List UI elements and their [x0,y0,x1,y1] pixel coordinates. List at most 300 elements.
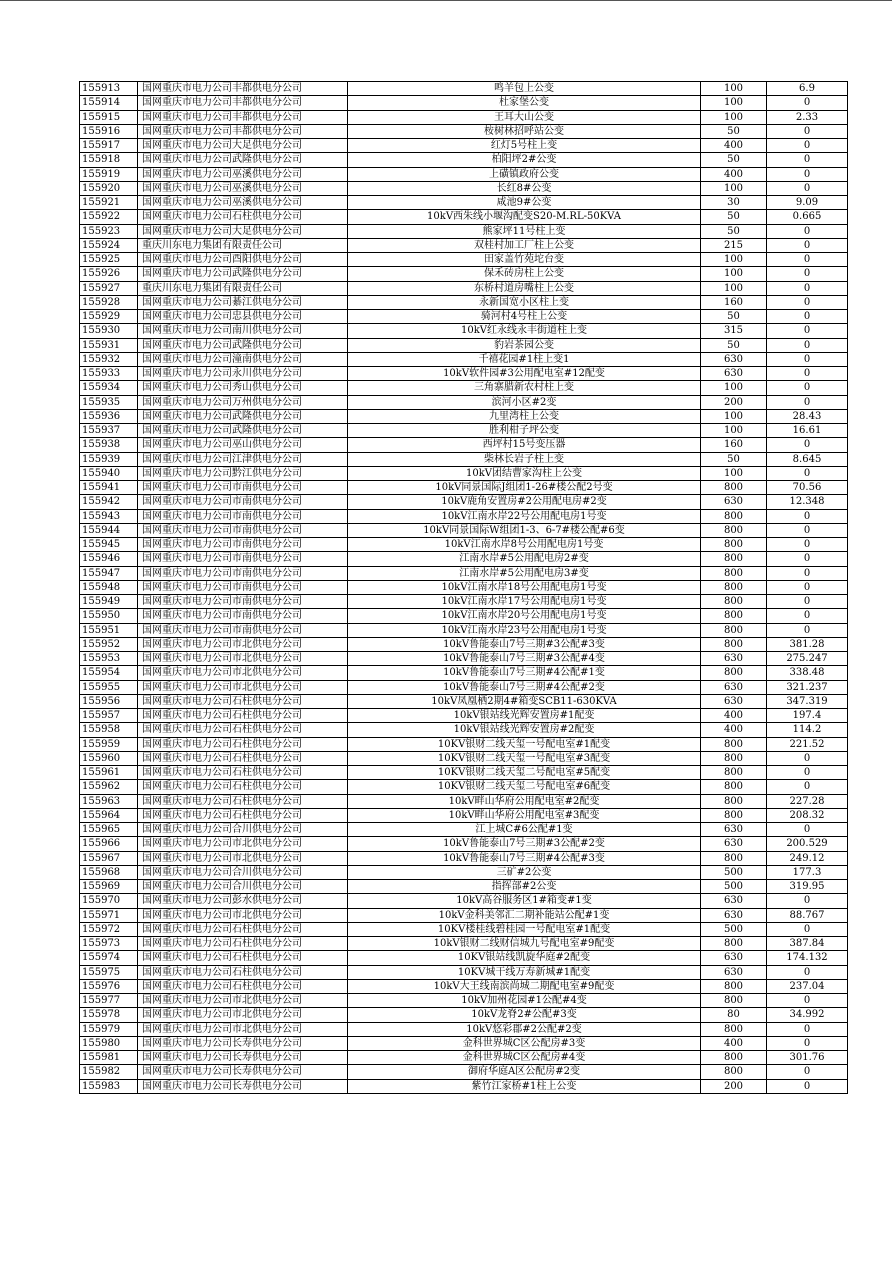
row-id-cell: 155965 [80,823,138,837]
table-row [80,680,848,694]
company-cell: 国网重庆市电力公司巫溪供电分公司 [138,196,348,210]
row-id-cell: 155951 [80,623,138,637]
company-cell: 国网重庆市电力公司丰都供电分公司 [138,110,348,124]
value-cell: 16.61 [767,424,848,438]
transformer-name-cell: 永新国宽小区柱上变 [348,295,701,309]
row-id-cell: 155950 [80,609,138,623]
transformer-name-cell: 10kV大王线南滨尚城二期配电室#9配变 [348,979,701,993]
transformer-name-cell: 10KV银财二线天玺一号配电室#1配变 [348,737,701,751]
value-cell: 0 [767,238,848,252]
value-cell: 319.95 [767,880,848,894]
company-cell: 国网重庆市电力公司巫溪供电分公司 [138,167,348,181]
row-id-cell: 155942 [80,495,138,509]
transformer-name-cell: 指挥部#2公变 [348,880,701,894]
value-cell: 0 [767,566,848,580]
company-cell: 国网重庆市电力公司巫山供电分公司 [138,438,348,452]
table-row [80,381,848,395]
value-cell: 197.4 [767,709,848,723]
row-id-cell: 155944 [80,523,138,537]
value-cell: 0 [767,552,848,566]
transformer-name-cell: 10kV同景国际J组团1-26#楼公配2号变 [348,481,701,495]
transformer-name-cell: 10kV悠彩郡#2公配#2变 [348,1022,701,1036]
value-cell: 0 [767,438,848,452]
table-row [80,338,848,352]
value-cell: 200.529 [767,837,848,851]
value-cell: 0 [767,181,848,195]
capacity-cell: 800 [701,481,767,495]
table-row [80,552,848,566]
transformer-name-cell: 柏阳坪2#公变 [348,153,701,167]
transformer-name-cell: 10kV江南水岸23号公用配电房1号变 [348,623,701,637]
table-row [80,994,848,1008]
table-row [80,580,848,594]
row-id-cell: 155979 [80,1022,138,1036]
transformer-name-cell: 双桂村加工厂柱上公变 [348,238,701,252]
company-cell: 国网重庆市电力公司潼南供电分公司 [138,352,348,366]
table-row [80,310,848,324]
transformer-name-cell: 保禾砖房柱上公变 [348,267,701,281]
company-cell: 国网重庆市电力公司石柱供电分公司 [138,922,348,936]
value-cell: 0 [767,609,848,623]
transformer-name-cell: 10kV同景国际W组团1-3、6-7#楼公配#6变 [348,523,701,537]
row-id-cell: 155969 [80,880,138,894]
capacity-cell: 630 [701,680,767,694]
table-row [80,937,848,951]
table-row [80,367,848,381]
transformer-name-cell: 三矿#2公变 [348,865,701,879]
transformer-name-cell: 10kV鹿角安置房#2公用配电房#2变 [348,495,701,509]
transformer-name-cell: 10kV银站线光辉安置房#2配变 [348,723,701,737]
transformer-name-cell: 10kV鲁能泰山7号三期#3公配#4变 [348,652,701,666]
company-cell: 国网重庆市电力公司南川供电分公司 [138,324,348,338]
table-row [80,566,848,580]
row-id-cell: 155923 [80,224,138,238]
row-id-cell: 155934 [80,381,138,395]
capacity-cell: 500 [701,865,767,879]
transformer-name-cell: 10kV银站线光辉安置房#1配变 [348,709,701,723]
table-row [80,395,848,409]
company-cell: 国网重庆市电力公司彭水供电分公司 [138,894,348,908]
table-row [80,1008,848,1022]
transformer-table [79,81,848,1094]
capacity-cell: 100 [701,181,767,195]
company-cell: 国网重庆市电力公司江津供电分公司 [138,452,348,466]
capacity-cell: 100 [701,424,767,438]
value-cell: 174.132 [767,951,848,965]
company-cell: 国网重庆市电力公司市南供电分公司 [138,523,348,537]
capacity-cell: 400 [701,1036,767,1050]
transformer-name-cell: 御府华庭A区公配房#2变 [348,1065,701,1079]
value-cell: 0 [767,466,848,480]
table-row [80,238,848,252]
transformer-name-cell: 王耳大山公变 [348,110,701,124]
transformer-name-cell: 10kV江南水岸22号公用配电房1号变 [348,509,701,523]
row-id-cell: 155924 [80,238,138,252]
capacity-cell: 800 [701,509,767,523]
table-body [80,82,848,1094]
capacity-cell: 800 [701,766,767,780]
capacity-cell: 630 [701,965,767,979]
capacity-cell: 800 [701,808,767,822]
row-id-cell: 155945 [80,538,138,552]
transformer-name-cell: 熊家坪11号柱上变 [348,224,701,238]
value-cell: 0 [767,823,848,837]
transformer-name-cell: 桉树林招呼站公变 [348,124,701,138]
company-cell: 国网重庆市电力公司合川供电分公司 [138,865,348,879]
transformer-name-cell: 田家盖竹苑坨台变 [348,253,701,267]
table-row [80,723,848,737]
table-row [80,139,848,153]
capacity-cell: 800 [701,666,767,680]
transformer-name-cell: 10kV江南水岸20号公用配电房1号变 [348,609,701,623]
table-row [80,295,848,309]
company-cell: 国网重庆市电力公司石柱供电分公司 [138,737,348,751]
company-cell: 国网重庆市电力公司市南供电分公司 [138,481,348,495]
row-id-cell: 155970 [80,894,138,908]
row-id-cell: 155963 [80,794,138,808]
value-cell: 34.992 [767,1008,848,1022]
transformer-name-cell: 滨河小区#2变 [348,395,701,409]
value-cell: 8.645 [767,452,848,466]
row-id-cell: 155933 [80,367,138,381]
row-id-cell: 155929 [80,310,138,324]
capacity-cell: 630 [701,694,767,708]
company-cell: 国网重庆市电力公司酉阳供电分公司 [138,253,348,267]
value-cell: 0 [767,751,848,765]
company-cell: 国网重庆市电力公司黔江供电分公司 [138,466,348,480]
company-cell: 国网重庆市电力公司綦江供电分公司 [138,295,348,309]
row-id-cell: 155958 [80,723,138,737]
company-cell: 国网重庆市电力公司石柱供电分公司 [138,210,348,224]
value-cell: 221.52 [767,737,848,751]
value-cell: 12.348 [767,495,848,509]
table-row [80,694,848,708]
capacity-cell: 800 [701,609,767,623]
table-row [80,210,848,224]
value-cell: 0 [767,96,848,110]
company-cell: 国网重庆市电力公司市南供电分公司 [138,552,348,566]
table-row [80,951,848,965]
transformer-name-cell: 骑河村4号柱上公变 [348,310,701,324]
transformer-name-cell: 10KV银站线凯旋华庭#2配变 [348,951,701,965]
value-cell: 0.665 [767,210,848,224]
table-row [80,1079,848,1093]
company-cell: 国网重庆市电力公司武隆供电分公司 [138,153,348,167]
row-id-cell: 155962 [80,780,138,794]
value-cell: 0 [767,965,848,979]
table-row [80,894,848,908]
row-id-cell: 155976 [80,979,138,993]
capacity-cell: 800 [701,737,767,751]
row-id-cell: 155980 [80,1036,138,1050]
capacity-cell: 100 [701,281,767,295]
table-row [80,908,848,922]
company-cell: 国网重庆市电力公司武隆供电分公司 [138,338,348,352]
value-cell: 0 [767,580,848,594]
transformer-name-cell: 10KV银财二线天玺一号配电室#3配变 [348,751,701,765]
capacity-cell: 50 [701,452,767,466]
transformer-name-cell: 千禧花园#1柱上变1 [348,352,701,366]
table-row [80,352,848,366]
table-row [80,438,848,452]
table-row [80,267,848,281]
table-row [80,609,848,623]
capacity-cell: 800 [701,1065,767,1079]
capacity-cell: 50 [701,210,767,224]
company-cell: 国网重庆市电力公司忠县供电分公司 [138,310,348,324]
capacity-cell: 200 [701,1079,767,1093]
value-cell: 9.09 [767,196,848,210]
value-cell: 0 [767,310,848,324]
company-cell: 国网重庆市电力公司武隆供电分公司 [138,424,348,438]
row-id-cell: 155925 [80,253,138,267]
capacity-cell: 500 [701,922,767,936]
capacity-cell: 100 [701,253,767,267]
capacity-cell: 80 [701,1008,767,1022]
capacity-cell: 800 [701,637,767,651]
row-id-cell: 155915 [80,110,138,124]
capacity-cell: 200 [701,395,767,409]
row-id-cell: 155939 [80,452,138,466]
capacity-cell: 400 [701,723,767,737]
capacity-cell: 800 [701,523,767,537]
row-id-cell: 155956 [80,694,138,708]
value-cell: 387.84 [767,937,848,951]
table-row [80,538,848,552]
company-cell: 国网重庆市电力公司市南供电分公司 [138,495,348,509]
row-id-cell: 155964 [80,808,138,822]
row-id-cell: 155952 [80,637,138,651]
row-id-cell: 155981 [80,1051,138,1065]
transformer-name-cell: 10kV龙脊2#公配#3变 [348,1008,701,1022]
value-cell: 0 [767,338,848,352]
row-id-cell: 155921 [80,196,138,210]
row-id-cell: 155975 [80,965,138,979]
table-row [80,709,848,723]
transformer-name-cell: 紫竹江家桥#1柱上公变 [348,1079,701,1093]
capacity-cell: 50 [701,153,767,167]
capacity-cell: 215 [701,238,767,252]
table-row [80,409,848,423]
value-cell: 338.48 [767,666,848,680]
value-cell: 227.28 [767,794,848,808]
capacity-cell: 800 [701,538,767,552]
row-id-cell: 155927 [80,281,138,295]
company-cell: 国网重庆市电力公司石柱供电分公司 [138,951,348,965]
table-row [80,794,848,808]
page-top-rule [0,0,892,1]
value-cell: 0 [767,124,848,138]
company-cell: 国网重庆市电力公司秀山供电分公司 [138,381,348,395]
company-cell: 国网重庆市电力公司市北供电分公司 [138,908,348,922]
row-id-cell: 155935 [80,395,138,409]
company-cell: 国网重庆市电力公司石柱供电分公司 [138,794,348,808]
row-id-cell: 155967 [80,851,138,865]
value-cell: 0 [767,1022,848,1036]
company-cell: 国网重庆市电力公司巫溪供电分公司 [138,181,348,195]
transformer-name-cell: 金科世界城C区公配房#4变 [348,1051,701,1065]
company-cell: 国网重庆市电力公司市南供电分公司 [138,595,348,609]
row-id-cell: 155946 [80,552,138,566]
row-id-cell: 155913 [80,82,138,96]
table-row [80,965,848,979]
table-row [80,1051,848,1065]
capacity-cell: 100 [701,409,767,423]
transformer-name-cell: 10KV城干线万寿新城#1配变 [348,965,701,979]
capacity-cell: 630 [701,951,767,965]
company-cell: 国网重庆市电力公司石柱供电分公司 [138,723,348,737]
transformer-name-cell: 10kV鲁能泰山7号三期#3公配#3变 [348,637,701,651]
company-cell: 重庆川东电力集团有限责任公司 [138,281,348,295]
transformer-name-cell: 九里湾柱上公变 [348,409,701,423]
row-id-cell: 155972 [80,922,138,936]
transformer-name-cell: 胜利柑子坪公变 [348,424,701,438]
capacity-cell: 100 [701,466,767,480]
capacity-cell: 160 [701,295,767,309]
transformer-name-cell: 10kV凤凰栖2期4#箱变SCB11-630KVA [348,694,701,708]
transformer-name-cell: 10kV鲁能泰山7号三期#4公配#1变 [348,666,701,680]
table-row [80,324,848,338]
company-cell: 国网重庆市电力公司石柱供电分公司 [138,937,348,951]
capacity-cell: 100 [701,110,767,124]
row-id-cell: 155922 [80,210,138,224]
row-id-cell: 155931 [80,338,138,352]
table-row [80,637,848,651]
company-cell: 国网重庆市电力公司市南供电分公司 [138,580,348,594]
capacity-cell: 630 [701,908,767,922]
company-cell: 国网重庆市电力公司永川供电分公司 [138,367,348,381]
company-cell: 国网重庆市电力公司市南供电分公司 [138,609,348,623]
company-cell: 国网重庆市电力公司合川供电分公司 [138,823,348,837]
company-cell: 国网重庆市电力公司市南供电分公司 [138,566,348,580]
row-id-cell: 155977 [80,994,138,1008]
row-id-cell: 155974 [80,951,138,965]
company-cell: 国网重庆市电力公司武隆供电分公司 [138,267,348,281]
transformer-name-cell: 柴林长岩子柱上变 [348,452,701,466]
company-cell: 国网重庆市电力公司合川供电分公司 [138,880,348,894]
capacity-cell: 50 [701,310,767,324]
table-row [80,808,848,822]
row-id-cell: 155926 [80,267,138,281]
capacity-cell: 30 [701,196,767,210]
table-row [80,253,848,267]
company-cell: 国网重庆市电力公司市北供电分公司 [138,837,348,851]
company-cell: 国网重庆市电力公司市北供电分公司 [138,994,348,1008]
capacity-cell: 630 [701,894,767,908]
table-row [80,281,848,295]
company-cell: 国网重庆市电力公司丰都供电分公司 [138,96,348,110]
table-row [80,424,848,438]
transformer-name-cell: 咸池9#公变 [348,196,701,210]
row-id-cell: 155954 [80,666,138,680]
transformer-name-cell: 江南水岸#5公用配电房3#变 [348,566,701,580]
row-id-cell: 155982 [80,1065,138,1079]
value-cell: 0 [767,509,848,523]
capacity-cell: 50 [701,338,767,352]
transformer-name-cell: 10kV鲁能泰山7号三期#3公配#2变 [348,837,701,851]
company-cell: 国网重庆市电力公司石柱供电分公司 [138,709,348,723]
row-id-cell: 155918 [80,153,138,167]
table-row [80,652,848,666]
table-row [80,523,848,537]
value-cell: 237.04 [767,979,848,993]
transformer-name-cell: 10kV江南水岸18号公用配电房1号变 [348,580,701,594]
capacity-cell: 800 [701,751,767,765]
table-row [80,153,848,167]
capacity-cell: 630 [701,495,767,509]
capacity-cell: 800 [701,994,767,1008]
capacity-cell: 800 [701,937,767,951]
capacity-cell: 800 [701,595,767,609]
row-id-cell: 155932 [80,352,138,366]
company-cell: 重庆川东电力集团有限责任公司 [138,238,348,252]
company-cell: 国网重庆市电力公司市北供电分公司 [138,680,348,694]
capacity-cell: 160 [701,438,767,452]
transformer-name-cell: 10kV银财二线财信城九号配电室#9配变 [348,937,701,951]
value-cell: 0 [767,139,848,153]
table-row [80,196,848,210]
row-id-cell: 155968 [80,865,138,879]
table-row [80,595,848,609]
row-id-cell: 155955 [80,680,138,694]
capacity-cell: 400 [701,709,767,723]
value-cell: 0 [767,994,848,1008]
table-row [80,96,848,110]
capacity-cell: 100 [701,82,767,96]
table-row [80,1022,848,1036]
transformer-name-cell: 豹岩茶园公变 [348,338,701,352]
value-cell: 0 [767,523,848,537]
capacity-cell: 630 [701,652,767,666]
row-id-cell: 155948 [80,580,138,594]
transformer-name-cell: 10kV鲁能泰山7号三期#4公配#3变 [348,851,701,865]
company-cell: 国网重庆市电力公司市北供电分公司 [138,637,348,651]
transformer-name-cell: 10kV高谷服务区1#箱变#1变 [348,894,701,908]
capacity-cell: 630 [701,837,767,851]
transformer-name-cell: 10KV银财二线天玺二号配电室#6配变 [348,780,701,794]
company-cell: 国网重庆市电力公司石柱供电分公司 [138,751,348,765]
table-row [80,466,848,480]
value-cell: 0 [767,538,848,552]
row-id-cell: 155961 [80,766,138,780]
row-id-cell: 155949 [80,595,138,609]
table-row [80,1036,848,1050]
transformer-name-cell: 10kV鲁能泰山7号三期#4公配#2变 [348,680,701,694]
capacity-cell: 500 [701,880,767,894]
capacity-cell: 50 [701,224,767,238]
table-row [80,751,848,765]
row-id-cell: 155936 [80,409,138,423]
value-cell: 0 [767,267,848,281]
row-id-cell: 155959 [80,737,138,751]
value-cell: 321.237 [767,680,848,694]
capacity-cell: 800 [701,794,767,808]
transformer-name-cell: 10kV江南水岸17号公用配电房1号变 [348,595,701,609]
value-cell: 88.767 [767,908,848,922]
transformer-name-cell: 杜家堡公变 [348,96,701,110]
company-cell: 国网重庆市电力公司大足供电分公司 [138,224,348,238]
value-cell: 0 [767,324,848,338]
company-cell: 国网重庆市电力公司石柱供电分公司 [138,965,348,979]
transformer-name-cell: 上磺镇政府公变 [348,167,701,181]
value-cell: 381.28 [767,637,848,651]
capacity-cell: 50 [701,124,767,138]
table-row [80,181,848,195]
value-cell: 2.33 [767,110,848,124]
row-id-cell: 155920 [80,181,138,195]
value-cell: 0 [767,281,848,295]
value-cell: 0 [767,381,848,395]
